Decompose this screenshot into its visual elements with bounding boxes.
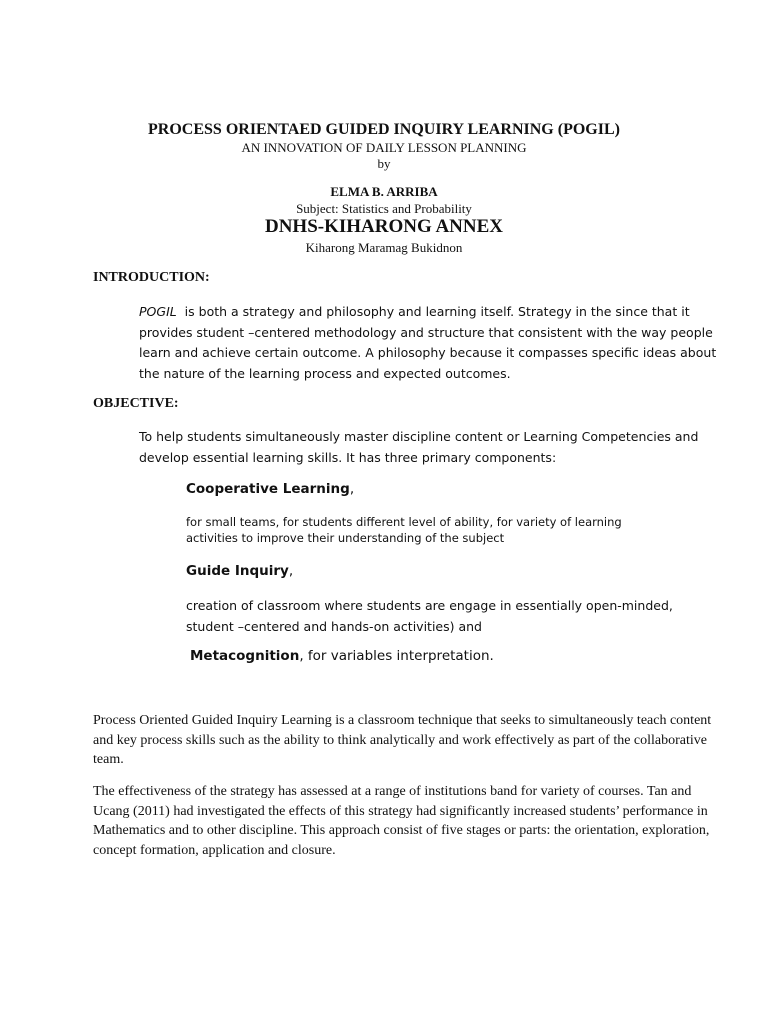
school-name: DNHS-KIHARONG ANNEX bbox=[264, 216, 504, 237]
introduction-paragraph bbox=[139, 302, 729, 384]
subject-line: Subject: Statistics and Probability bbox=[296, 201, 472, 216]
author-name: ELMA B. ARRIBA bbox=[330, 184, 438, 199]
component-metacognition bbox=[190, 648, 494, 664]
component-guide-inquiry bbox=[186, 563, 293, 579]
objective-heading: OBJECTIVE: bbox=[93, 396, 179, 411]
introduction-heading: INTRODUCTION: bbox=[93, 270, 210, 285]
body-paragraph: Process Oriented Guided Inquiry Learning is a classroom technique that seeks to simultaneously teach content and key process skills such as the ability to think analytically and work effectively as part of the collaborative team. bbox=[93, 713, 712, 767]
component-cooperative-learning bbox=[186, 481, 354, 497]
component-description: creation of classroom where students are engage in essentially open-minded, student –centered and hands-on activities) and bbox=[186, 598, 673, 634]
component-suffix: , bbox=[288, 563, 294, 579]
pogil-term: POGIL bbox=[139, 304, 177, 319]
component-suffix: , for variables interpretation. bbox=[299, 648, 494, 664]
component-name: Cooperative Learning bbox=[186, 481, 350, 497]
objective-paragraph: To help students simultaneously master discipline content or Learning Competencies and develop essential learning skills. It has three primary components: bbox=[139, 429, 699, 465]
component-suffix: , bbox=[349, 481, 355, 497]
component-name: Guide Inquiry bbox=[186, 563, 289, 579]
by-line: by bbox=[377, 156, 391, 171]
introduction-text: is both a strategy and philosophy and learning itself. Strategy in the since that it provides student –centered methodology and structure that consistent with the way people learn and achieve certain outcome. A philosophy because it compasses specific ideas about the nature of the learning process and expected outcomes. bbox=[139, 304, 717, 381]
school-address: Kiharong Maramag Bukidnon bbox=[305, 240, 463, 255]
component-description: for small teams, for students different level of ability, for variety of learning activities to improve their understanding of the subject bbox=[186, 515, 622, 545]
document-title: PROCESS ORIENTAED GUIDED INQUIRY LEARNING (POGIL) bbox=[148, 121, 620, 138]
component-name: Metacognition bbox=[190, 648, 300, 664]
body-paragraph: The effectiveness of the strategy has assessed at a range of institutions band for variety of courses. Tan and Ucang (2011) had investigated the effects of this strategy had significantly increased students’ performance in Mathematics and to other discipline. This approach consist of five stages or parts: the orientation, exploration, concept formation, application and closure. bbox=[93, 784, 710, 858]
document-subtitle: AN INNOVATION OF DAILY LESSON PLANNING bbox=[241, 140, 527, 155]
